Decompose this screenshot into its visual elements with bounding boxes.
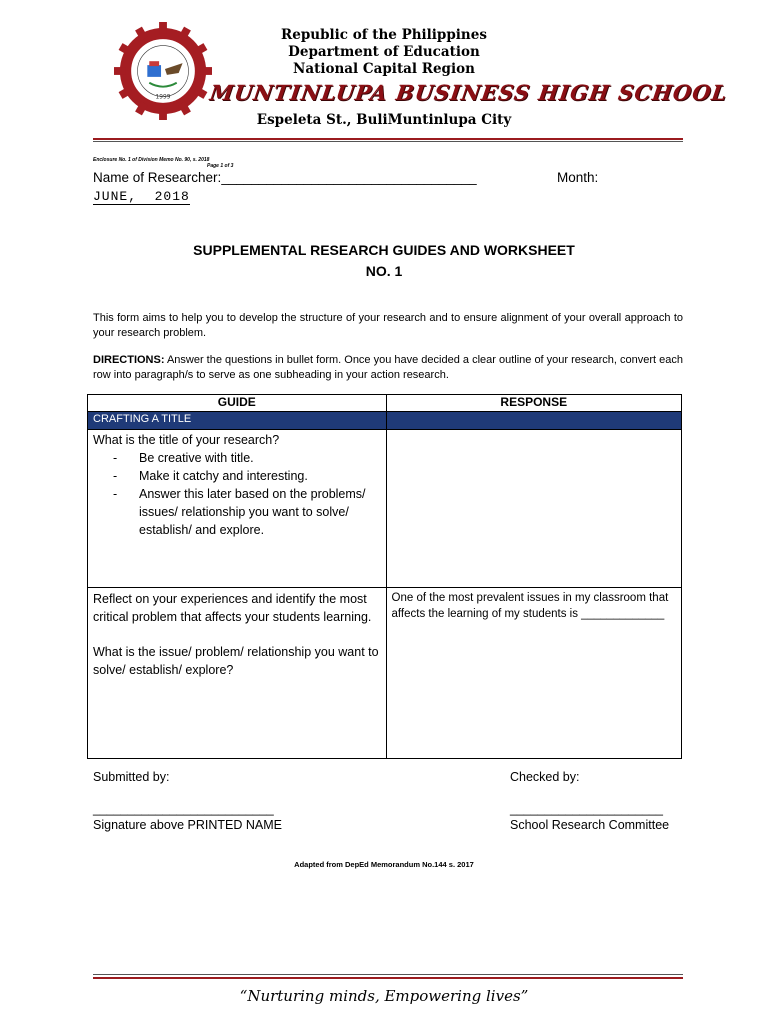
checked-caption: School Research Committee [510,818,670,832]
footer-divider [93,977,683,979]
section-spacer [386,412,681,430]
directions-text: Answer the questions in bullet form. Once you have decided a clear outline of your research, convert each row into paragraph/s to serve as one subheading in your action research. [93,354,684,381]
submitted-caption: Signature above PRINTED NAME [93,818,282,832]
header-divider-thin [93,141,683,142]
list-item: - Be creative with title. [113,449,381,467]
guide-cell-problem [88,588,387,759]
response-column-header: RESPONSE [386,395,681,412]
checked-by-label: Checked by: [510,770,580,784]
researcher-label [93,170,477,185]
response-cell-problem[interactable]: One of the most prevalent issues in my classroom that affects the learning of my students is _____________ [386,588,681,759]
list-item: - Make it catchy and interesting. [113,467,381,485]
title-question: What is the title of your research? [93,433,280,447]
directions-paragraph [93,353,683,383]
response-cell-title[interactable] [386,430,681,588]
enclosure-note: Enclosure No. 1 of Division Memo No. 90, s. 2018 [93,157,210,163]
problem-question-1: Reflect on your experiences and identify the most critical problem that affects your students learning. [93,592,372,624]
adapted-note: Adapted from DepEd Memorandum No.144 s. 2017 [294,860,474,869]
table-row [88,430,682,588]
directions-label: DIRECTIONS: [93,354,165,366]
list-item: - Answer this later based on the problems/ issues/ relationship you want to solve/ establish/ and explore. [113,485,381,539]
school-name: MUNTINLUPA BUSINESS HIGH SCHOOL [208,80,730,105]
month-label: Month: [557,170,599,185]
submitted-by-label: Submitted by: [93,770,170,784]
section-title: CRAFTING A TITLE [88,412,387,430]
problem-question-2: What is the issue/ problem/ relationship you want to solve/ establish/ explore? [93,645,379,677]
header-divider [93,138,683,140]
form-number: NO. 1 [365,263,403,279]
school-motto: “Nurturing minds, Empowering lives” [239,987,529,1005]
title-bullets [93,449,381,539]
researcher-blank[interactable]: __________________________________ [221,170,477,185]
form-title: SUPPLEMENTAL RESEARCH GUIDES AND WORKSHEET [193,242,575,258]
month-value[interactable]: JUNE, 2018 [93,189,190,204]
guide-column-header: GUIDE [88,395,387,412]
worksheet-table [87,394,682,759]
header-republic: Republic of the Philippines [281,27,487,43]
page-indicator: Page 1 of 3 [207,163,234,169]
header-region: National Capital Region [293,61,475,77]
table-header-row [88,395,682,412]
guide-cell-title [88,430,387,588]
section-row [88,412,682,430]
table-row [88,588,682,759]
submitted-signature-line[interactable]: __________________________ [93,802,274,816]
footer-divider-thin [93,974,683,975]
school-address: Espeleta St., BuliMuntinlupa City [256,112,512,128]
header-department: Department of Education [288,44,480,60]
checked-signature-line[interactable]: ______________________ [510,802,663,816]
intro-paragraph: This form aims to help you to develop the structure of your research and to ensure alignment of your overall approach to your research problem. [93,312,683,339]
svg-text:1999: 1999 [155,94,171,101]
researcher-label-text: Name of Researcher: [93,170,222,185]
